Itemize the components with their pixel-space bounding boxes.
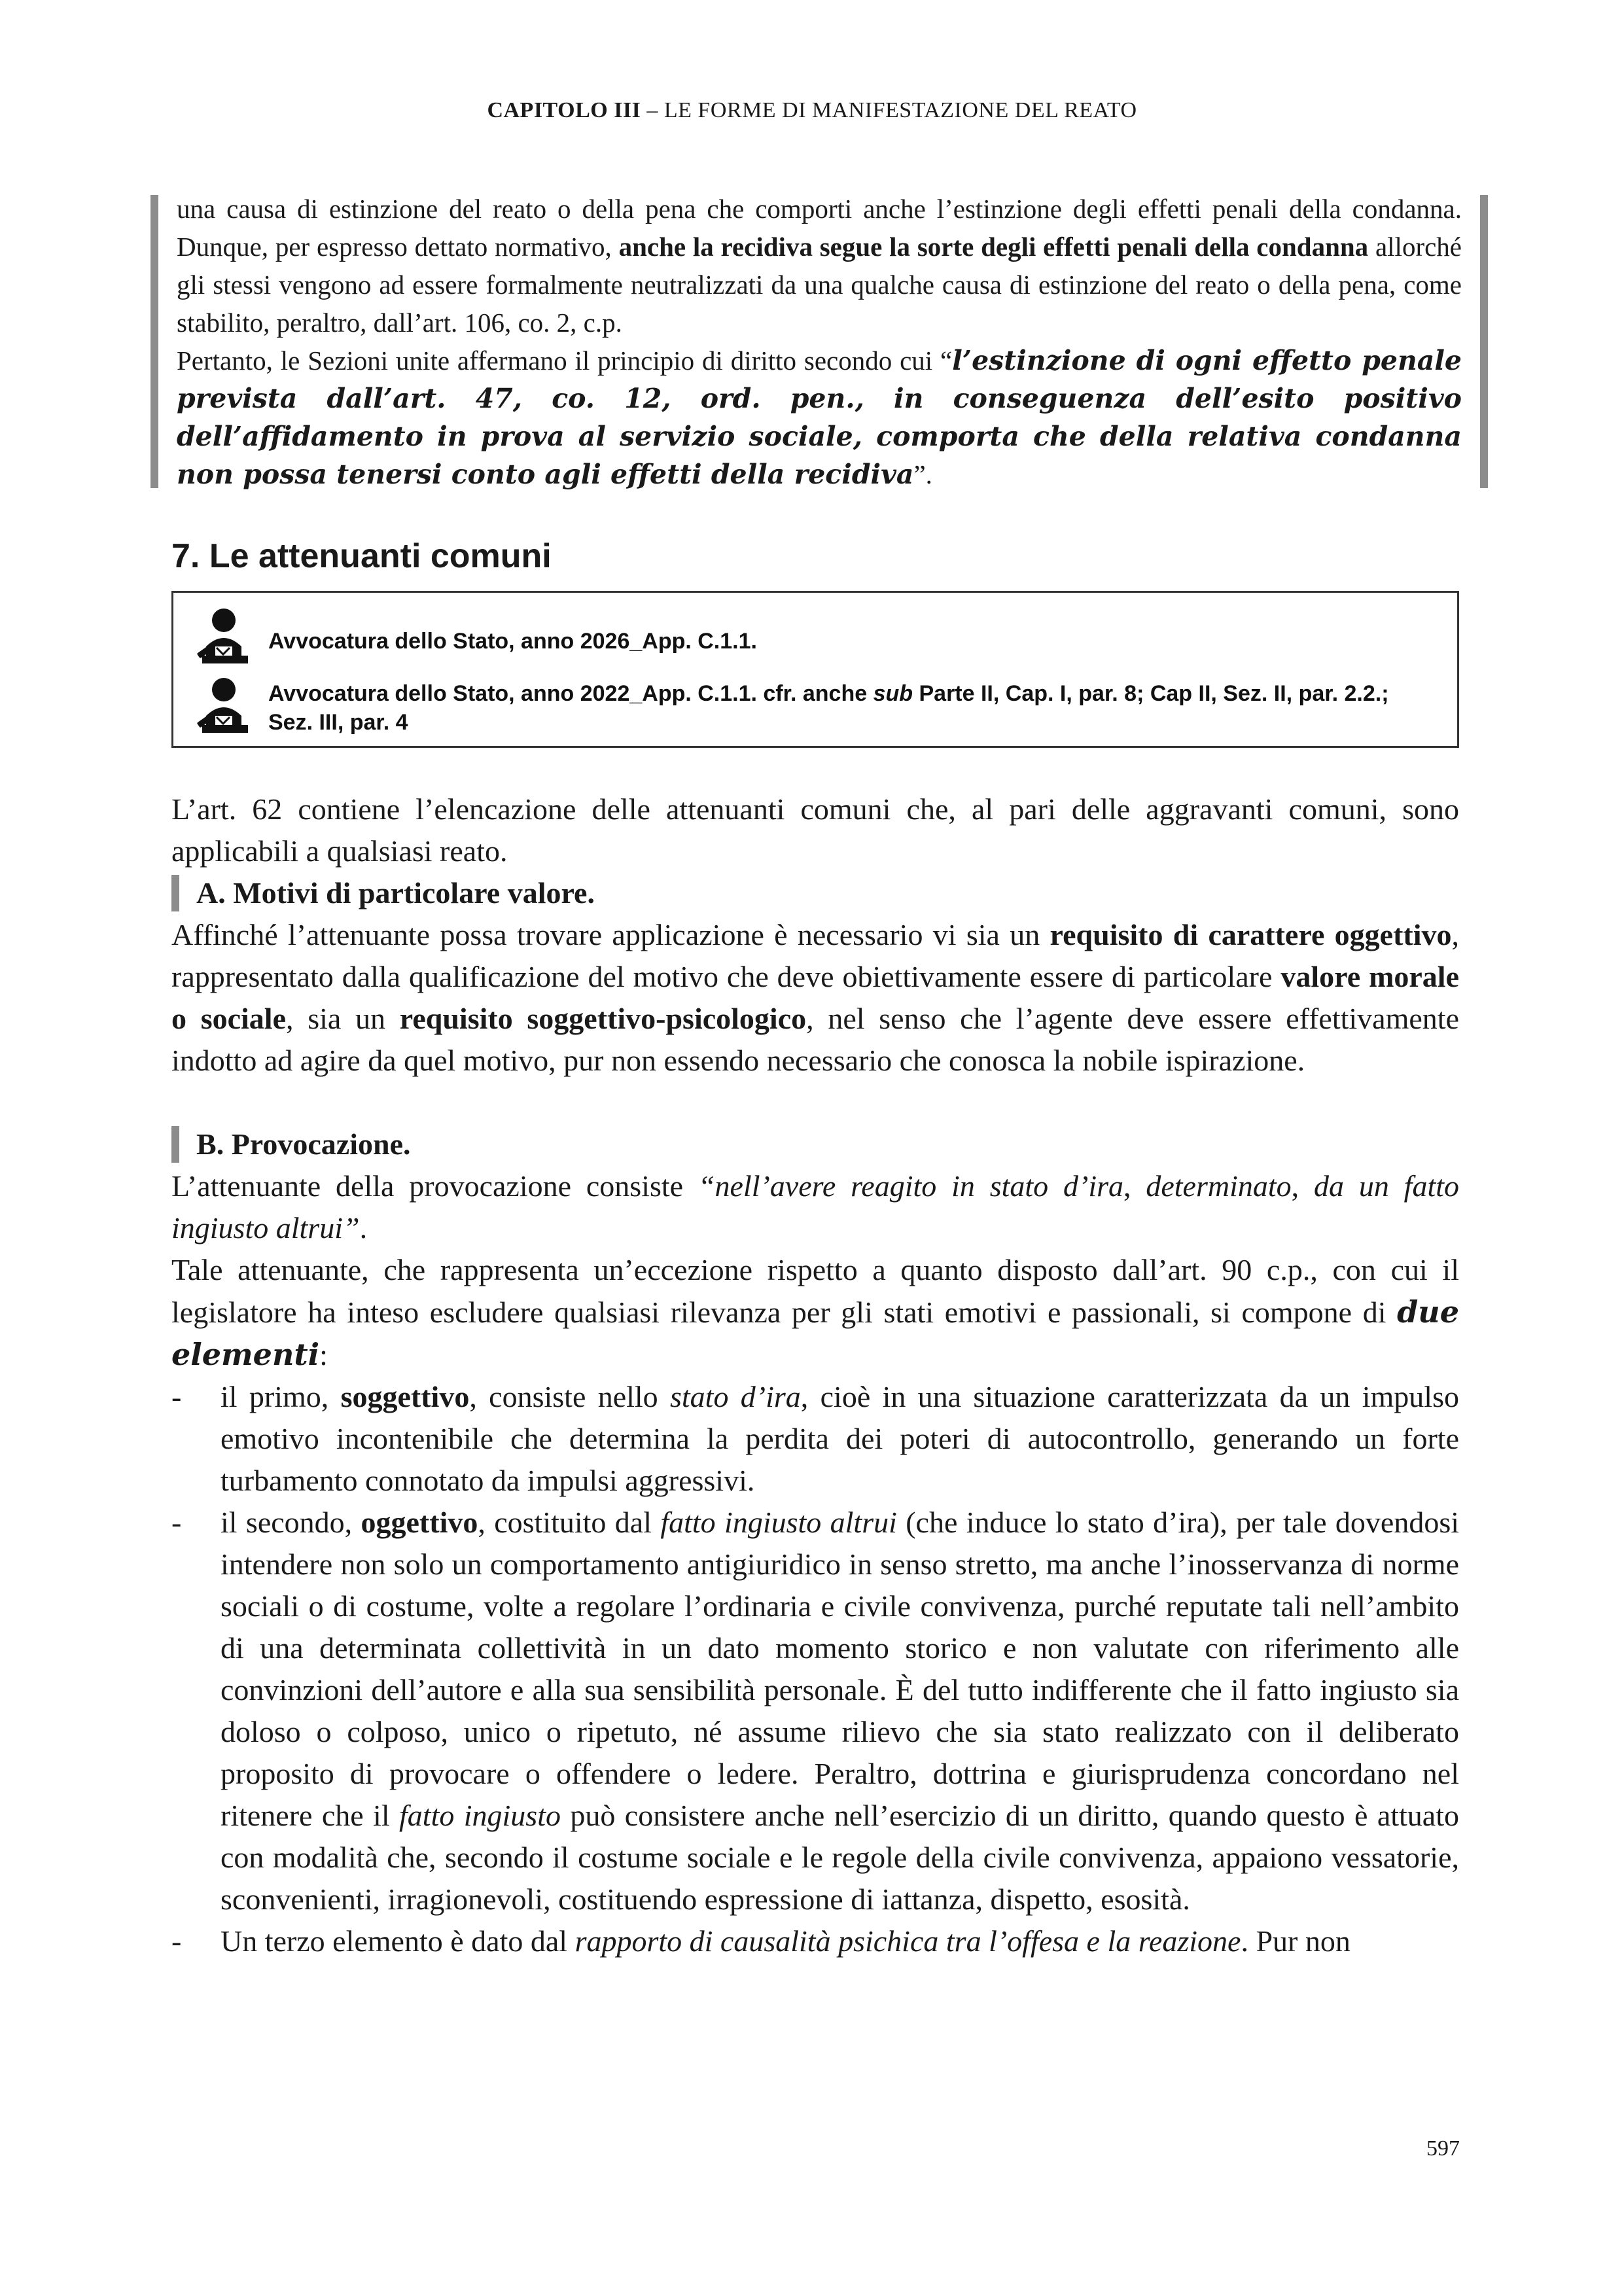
paragraph-elementi [171, 1249, 1459, 1376]
reference-text: Parte II, Cap. I, par. 8; Cap II, Sez. II, par. 2.2.; Sez. III, par. 4 [268, 681, 1389, 735]
bold-text: soggettivo [340, 1380, 470, 1413]
quote-paragraph-1 [177, 190, 1462, 342]
judge-icon [193, 606, 252, 665]
text: Affinché l’attenuante possa trovare applicazione è necessario vi sia un [171, 918, 1050, 951]
text: Un terzo elemento è dato dal [221, 1924, 575, 1958]
subheading-a [171, 872, 1459, 914]
chapter-title: LE FORME DI MANIFESTAZIONE DEL REATO [663, 98, 1137, 122]
text: , rappresentato dalla qualificazione del motivo che deve obiettivamente essere di particolare [171, 918, 1459, 993]
quote-text: allorché gli stessi vengono ad essere formalmente neutralizzati da una qualche causa di estinzione del reato o della pena, come stabilito, peraltro, dall’art. 106, co. 2, c.p. [177, 232, 1462, 338]
text: , [1291, 1169, 1314, 1203]
text: (che induce lo stato d’ira), per tale dovendosi intendere non solo un comportamento antigiuridico in senso stretto, ma anche l’inosservanza di norme sociali o di costume, volte a regolare l’ordinaria e civile convivenza, purché reputate tali nell’ambito di una determinata collettività in un dato momento storico e non valutate con riferimento alle convinzioni dell’autore e alla sua sensibilità personale. È del tutto indifferente che il fatto ingiusto sia doloso o colposo, unico o ripetuto, né assume rilievo che sia stato realizzato con il deliberato proposito di provocare o offendere o ledere. Peraltro, dottrina e giurisprudenza concordano nel ritenere che il [221, 1506, 1460, 1832]
reference-italic: sub [873, 681, 913, 706]
reference-text: Avvocatura dello Stato, anno 2022_App. C.1.1. cfr. anche [268, 681, 874, 706]
italic-text: stato d’ira [670, 1380, 801, 1413]
running-head [0, 98, 1624, 123]
bold-text: oggettivo [361, 1506, 478, 1539]
list-item [171, 1920, 1459, 1962]
quote-paragraph-2 [177, 342, 1462, 493]
quote-text: una causa di estinzione del reato o della pena che comporti anche l’estinzione degli effetti penali della condanna. Dunque, per espresso dettato normativo, [177, 194, 1462, 262]
subheading-marker [171, 875, 179, 911]
reference-row [173, 670, 1457, 742]
spacer [171, 1082, 1459, 1123]
quote-text: Pertanto, le Sezioni unite affermano il principio di diritto secondo cui “ [177, 345, 953, 376]
italic-text: fatto ingiusto altrui [660, 1506, 897, 1539]
subheading-title: . Motivi di particolare valore. [218, 876, 595, 910]
reference-text-1: Avvocatura dello Stato, anno 2026_App. C.1.1. [268, 629, 757, 654]
text: , costituito dal [478, 1506, 661, 1539]
running-head-dash: – [641, 98, 664, 122]
list-dash: - [171, 1380, 182, 1413]
subheading-marker [171, 1126, 179, 1163]
exam-reference-box [171, 591, 1459, 748]
subheading-letter: A [196, 876, 219, 910]
paragraph-motivi [171, 914, 1459, 1082]
text: , [1123, 1169, 1146, 1203]
highlighted-quote [150, 190, 1488, 493]
reference-text-2 [268, 679, 1438, 737]
quote-bold: anche la recidiva segue la sorte degli effetti penali della condanna [618, 232, 1369, 262]
bold-italic-text: due elementi [171, 1294, 1459, 1372]
page-number: 597 [1426, 2136, 1460, 2161]
text: , consiste nello [469, 1380, 670, 1413]
italic-text: rapporto di causalità psichica tra l’offesa e la reazione [574, 1924, 1241, 1958]
list-dash: - [171, 1924, 182, 1958]
judge-icon [193, 675, 252, 734]
italic-text: fatto ingiusto [399, 1799, 561, 1832]
text: il secondo, [221, 1506, 361, 1539]
paragraph-provocazione [171, 1165, 1459, 1249]
text: , cioè in una situazione caratterizzata da un impulso emotivo incontenibile che determina la perdita dei poteri di autocontrollo, generando un forte turbamento connotato da impulsi aggressivi. [221, 1380, 1459, 1497]
body-text [171, 788, 1459, 1962]
italic-text: da un fatto ingiusto altrui” [171, 1169, 1460, 1245]
italic-text: “nell’avere reagito in stato d’ira [697, 1169, 1124, 1203]
list-dash: - [171, 1506, 182, 1539]
bold-text: requisito soggettivo-psicologico [399, 1002, 807, 1035]
text: . Pur non [1241, 1924, 1350, 1958]
bold-text: valore morale o sociale [171, 960, 1459, 1035]
section-title: 7. Le attenuanti comuni [171, 537, 552, 575]
list-item [171, 1376, 1459, 1502]
text: , sia un [286, 1002, 400, 1035]
chapter-label: CAPITOLO III [487, 98, 641, 122]
italic-text: determinato [1146, 1169, 1292, 1203]
text: il primo, [221, 1380, 341, 1413]
text: , nel senso che l’agente deve essere effettivamente indotto ad agire da quel motivo, pur non essendo necessario che conosca la nobile ispirazione. [171, 1002, 1459, 1077]
subheading-title: . Provocazione. [216, 1127, 411, 1161]
quote-text: ”. [913, 459, 932, 489]
subheading-b [171, 1123, 1459, 1165]
paragraph-intro: L’art. 62 contiene l’elencazione delle attenuanti comuni che, al pari delle aggravanti comuni, sono applicabili a qualsiasi reato. [171, 792, 1459, 868]
text: Tale attenuante, che rappresenta un’eccezione rispetto a quanto disposto dall’art. 90 c.p., con cui il legislatore ha inteso escludere qualsiasi rilevanza per gli stati emotivi e passionali, si compone di [171, 1253, 1459, 1329]
text: L’attenuante della provocazione consiste [171, 1169, 698, 1203]
text: . [359, 1211, 368, 1245]
principle-of-law: l’estinzione di ogni effetto penale prevista dall’art. 47, co. 12, ord. pen., in conseguenza dell’esito positivo dell’affidamento in prova al servizio sociale, comporta che della relativa condanna non possa tenersi conto agli effetti della recidiva [177, 345, 1462, 490]
reference-row [173, 605, 1457, 670]
list-item [171, 1502, 1459, 1920]
bold-text: requisito di carattere oggettivo [1050, 918, 1452, 951]
text: : [319, 1338, 328, 1371]
text: può consistere anche nell’esercizio di un diritto, quando questo è attuato con modalità che, secondo il costume sociale e le regole della civile convivenza, appaiono vessatorie, sconvenienti, irragionevoli, costituendo espressione di iattanza, dispetto, esosità. [221, 1799, 1460, 1916]
subheading-letter: B [196, 1127, 217, 1161]
